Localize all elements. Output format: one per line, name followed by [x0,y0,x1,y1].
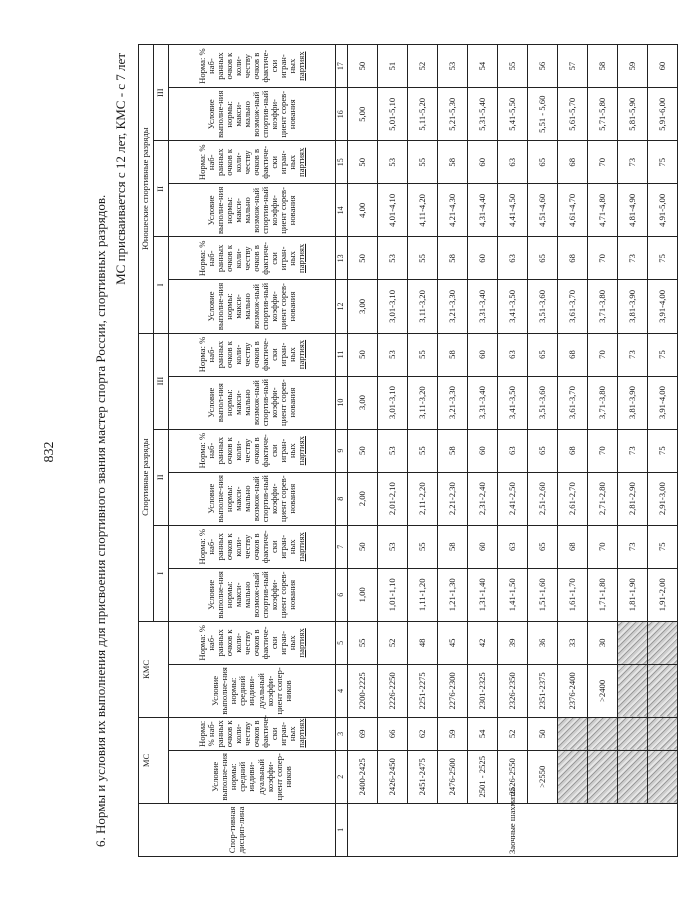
table-row [528,45,558,857]
cell-y3-norm: 58 [588,45,618,88]
cell-s2-norm: 70 [588,429,618,472]
column-number: 7 [336,525,348,568]
cell-y3-norm: 60 [648,45,678,88]
cell-s2-cond: 2,01-2,10 [378,472,408,525]
cell-ms-norm: 50 [528,717,558,750]
cell-s1-cond: 1,01-1,10 [378,568,408,621]
cell-s2-cond: 2,21-2,30 [438,472,468,525]
condition-header-sport-2: Условие выполне-ния нормы: макси-мально возмож-ный спортив-ный коэффи-циент сорев-нования [169,472,336,525]
cell-y2-norm: 53 [378,141,408,184]
column-number: 4 [336,664,348,717]
condition-header-youth-1: Условие выполне-ния нормы: макси-мально возмож-ный спортив-ный коэффи-циент сорев-нования [169,280,336,333]
norms-table [138,44,678,857]
cell-s1-cond: 1,21-1,30 [438,568,468,621]
cell-y1-norm: 55 [408,237,438,280]
cell-s3-cond: 3,11-3,20 [408,376,438,429]
cell-kms-norm: 45 [438,621,468,664]
cell-kms-cond: 2326-2350 [498,664,528,717]
cell-ms-cond: 2426-2450 [378,750,408,803]
cell-y1-norm: 58 [438,237,468,280]
cell-y2-cond: 4,31-4,40 [468,184,498,237]
cell-s1-cond: 1,91-2,00 [648,568,678,621]
cell-s3-norm: 60 [468,333,498,376]
cell-y3-cond: 5,91-6,00 [648,88,678,141]
header-sport-rank-1: I [154,525,169,621]
norm-header-sport-3: Норма: % наб-ранных очков к коли-честву очков в фактиче-ски игран-ных партиях [169,333,336,376]
cell-y3-norm: 56 [528,45,558,88]
header-discipline: Спор-тивная дисцип-лина [139,803,336,856]
table-row [588,45,618,857]
norm-header-sport-2: Норма: % наб-ранных очков к коли-честву очков в фактиче-ски игран-ных партиях [169,429,336,472]
cell-s3-norm: 65 [528,333,558,376]
cell-y2-norm: 63 [498,141,528,184]
cell-ms-norm [558,717,588,750]
cell-s1-norm: 75 [648,525,678,568]
cell-kms-cond: 2376-2400 [558,664,588,717]
header-ms: МС [139,717,169,803]
condition-header-sport-1: Условие выполне-ния нормы: макси-мально возмож-ный спортив-ный коэффи-циент сорев-нования [169,568,336,621]
column-number: 15 [336,141,348,184]
cell-ms-norm: 54 [468,717,498,750]
cell-kms-norm: 30 [588,621,618,664]
cell-ms-cond: >2550 [528,750,558,803]
page-number: 832 [42,441,57,463]
cell-s3-cond: 3,01-3,10 [378,376,408,429]
norm-header-ms: Норма: % наб-ранных очков к коли-честву очков в фактиче-ски игран-ных партиях [169,717,336,750]
cell-ms-cond: 2451-2475 [408,750,438,803]
cell-s2-cond: 2,51-2,60 [528,472,558,525]
cell-y3-cond: 5,31-5,40 [468,88,498,141]
cell-s3-norm: 58 [438,333,468,376]
cell-kms-norm [648,621,678,664]
cell-s1-cond: 1,31-1,40 [468,568,498,621]
cell-y3-cond: 5,00 [348,88,378,141]
column-number: 8 [336,472,348,525]
cell-y1-norm: 60 [468,237,498,280]
column-number: 12 [336,280,348,333]
cell-s3-norm: 50 [348,333,378,376]
cell-y2-norm: 70 [588,141,618,184]
column-number: 5 [336,621,348,664]
cell-y1-cond: 3,61-3,70 [558,280,588,333]
table-row [558,45,588,857]
cell-y2-cond: 4,71-4,80 [588,184,618,237]
cell-s2-norm: 58 [438,429,468,472]
cell-s2-cond: 2,91-3,00 [648,472,678,525]
cell-ms-cond [648,750,678,803]
cell-s2-norm: 73 [618,429,648,472]
cell-ms-cond [618,750,648,803]
cell-s1-cond: 1,71-1,80 [588,568,618,621]
column-number: 16 [336,88,348,141]
cell-y1-norm: 63 [498,237,528,280]
column-number: 1 [336,803,348,856]
header-sport-ranks: Спортивные разряды [139,333,154,621]
cell-kms-norm: 36 [528,621,558,664]
table-row [498,45,528,857]
header-youth-rank-3: III [154,45,169,141]
cell-s1-norm: 65 [528,525,558,568]
cell-ms-norm: 52 [498,717,528,750]
cell-s1-norm: 60 [468,525,498,568]
cell-s3-cond: 3,61-3,70 [558,376,588,429]
cell-s1-cond: 1,51-1,60 [528,568,558,621]
cell-ms-norm [588,717,618,750]
condition-header-youth-3: Условие выполне-ния нормы: макси-мально возмож-ный спортив-ный коэффи-циент сорев-нования [169,88,336,141]
cell-y3-cond: 5,41-5,50 [498,88,528,141]
cell-s3-cond: 3,51-3,60 [528,376,558,429]
cell-kms-cond [618,664,648,717]
cell-s2-norm: 63 [498,429,528,472]
cell-s2-norm: 55 [408,429,438,472]
cell-kms-norm: 33 [558,621,588,664]
cell-s3-norm: 68 [558,333,588,376]
cell-kms-cond: 2226-2250 [378,664,408,717]
cell-s3-cond: 3,31-3,40 [468,376,498,429]
cell-y1-norm: 65 [528,237,558,280]
cell-kms-norm: 42 [468,621,498,664]
cell-kms-norm: 48 [408,621,438,664]
header-sport-rank-2: II [154,429,169,525]
cell-y1-cond: 3,71-3,80 [588,280,618,333]
cell-y1-cond: 3,51-3,60 [528,280,558,333]
norm-header-youth-1: Норма: % наб-ранных очков к коли-честву очков в фактиче-ски игран-ных партиях [169,237,336,280]
cell-s2-norm: 68 [558,429,588,472]
cell-y3-norm: 57 [558,45,588,88]
cell-y1-cond: 3,81-3,90 [618,280,648,333]
cell-s1-cond: 1,61-1,70 [558,568,588,621]
cell-y2-cond: 4,51-4,60 [528,184,558,237]
norm-header-youth-2: Норма: % наб-ранных очков к коли-честву очков в фактиче-ски игран-ных партиях [169,141,336,184]
cell-s2-cond: 2,81-2,90 [618,472,648,525]
cell-kms-cond: 2200-2225 [348,664,378,717]
cell-s3-cond: 3,81-3,90 [618,376,648,429]
cell-kms-cond: 2351-2375 [528,664,558,717]
cell-ms-norm [618,717,648,750]
cell-s1-norm: 53 [378,525,408,568]
table-row [618,45,648,857]
cell-y2-cond: 4,81-4,90 [618,184,648,237]
cell-s2-norm: 60 [468,429,498,472]
cell-y1-cond: 3,31-3,40 [468,280,498,333]
cell-s2-cond: 2,41-2,50 [498,472,528,525]
cell-s1-norm: 50 [348,525,378,568]
condition-header-kms: Условие выполне-ния нормы: средний индиви-дуальный коэффи-циент сопер-ников [169,664,336,717]
cell-s3-cond: 3,00 [348,376,378,429]
cell-s3-norm: 55 [408,333,438,376]
cell-s1-norm: 70 [588,525,618,568]
cell-ms-norm: 62 [408,717,438,750]
cell-y2-cond: 4,21-4,30 [438,184,468,237]
cell-s3-cond: 3,91-4,00 [648,376,678,429]
cell-y1-norm: 73 [618,237,648,280]
table-caption: 6. Нормы и условия их выполнения для присвоения спортивного звания мастер спорта России, спортивных разрядов. [93,194,108,847]
cell-y3-norm: 54 [468,45,498,88]
cell-s1-norm: 73 [618,525,648,568]
column-number: 13 [336,237,348,280]
cell-y1-cond: 3,11-3,20 [408,280,438,333]
cell-ms-cond [588,750,618,803]
cell-ms-cond [558,750,588,803]
column-number: 10 [336,376,348,429]
norm-header-youth-3: Норма: % наб-ранных очков к коли-честву очков в фактиче-ски игран-ных партиях [169,45,336,88]
cell-ms-norm: 69 [348,717,378,750]
cell-s2-norm: 75 [648,429,678,472]
cell-y1-norm: 53 [378,237,408,280]
subheader-row [169,45,336,857]
condition-header-youth-2: Условие выполне-ния нормы: макси-мально возмож-ный спортив-ный коэффи-циент сорев-нования [169,184,336,237]
cell-s2-norm: 50 [348,429,378,472]
cell-y3-norm: 59 [618,45,648,88]
column-number: 6 [336,568,348,621]
cell-y3-norm: 53 [438,45,468,88]
cell-s1-cond: 1,00 [348,568,378,621]
cell-y3-cond: 5,11-5,20 [408,88,438,141]
cell-y2-norm: 75 [648,141,678,184]
cell-s3-cond: 3,71-3,80 [588,376,618,429]
cell-y2-norm: 68 [558,141,588,184]
header-youth-rank-1: I [154,237,169,333]
cell-kms-norm [618,621,648,664]
cell-s2-cond: 2,00 [348,472,378,525]
cell-y2-cond: 4,11-4,20 [408,184,438,237]
cell-s1-norm: 68 [558,525,588,568]
cell-y1-cond: 3,01-3,10 [378,280,408,333]
cell-y2-norm: 65 [528,141,558,184]
cell-kms-cond: 2301-2325 [468,664,498,717]
cell-kms-cond [648,664,678,717]
cell-y2-norm: 73 [618,141,648,184]
header-sport-rank-3: III [154,333,169,429]
cell-y1-norm: 75 [648,237,678,280]
cell-ms-cond: 2400-2425 [348,750,378,803]
cell-ms-norm: 66 [378,717,408,750]
cell-y1-norm: 70 [588,237,618,280]
cell-ms-cond: 2476-2500 [438,750,468,803]
cell-y1-cond: 3,91-4,00 [648,280,678,333]
cell-y3-norm: 55 [498,45,528,88]
cell-y2-cond: 4,91-5,00 [648,184,678,237]
cell-y3-cond: 5,51 - 5,60 [528,88,558,141]
cell-s1-norm: 63 [498,525,528,568]
cell-y2-norm: 55 [408,141,438,184]
cell-y3-norm: 51 [378,45,408,88]
cell-y1-norm: 50 [348,237,378,280]
table-row [438,45,468,857]
cell-s2-norm: 53 [378,429,408,472]
norm-header-sport-1: Норма: % наб-ранных очков к коли-честву очков в фактиче-ски игран-ных партиях [169,525,336,568]
table-caption-subtitle: МС присваивается с 12 лет, КМС - с 7 лет [113,53,128,285]
column-number: 14 [336,184,348,237]
column-number: 9 [336,429,348,472]
cell-s2-cond: 2,31-2,40 [468,472,498,525]
cell-s3-norm: 63 [498,333,528,376]
cell-y2-cond: 4,61-4,70 [558,184,588,237]
cell-kms-norm: 55 [348,621,378,664]
condition-header-sport-3: Условие выпол-ния нормы: макси-мально возмож-ный спортив-ный коэффи-циент сорев-нования [169,376,336,429]
cell-y1-cond: 3,21-3,30 [438,280,468,333]
cell-s2-cond: 2,71-2,80 [588,472,618,525]
cell-s3-cond: 3,41-3,50 [498,376,528,429]
cell-kms-cond: 2251-2275 [408,664,438,717]
cell-y3-cond: 5,81-5,90 [618,88,648,141]
cell-y3-cond: 5,61-5,70 [558,88,588,141]
column-number-row [336,45,348,857]
column-number: 2 [336,750,348,803]
table-row [348,45,378,857]
table-row [378,45,408,857]
cell-y2-cond: 4,01-4,10 [378,184,408,237]
cell-s1-cond: 1,11-1,20 [408,568,438,621]
cell-kms-norm: 52 [378,621,408,664]
cell-y2-norm: 50 [348,141,378,184]
cell-y3-cond: 5,01-5,10 [378,88,408,141]
cell-kms-cond: >2400 [588,664,618,717]
header-kms: КМС [139,621,169,717]
cell-s1-cond: 1,41-1,50 [498,568,528,621]
cell-ms-cond: 2526-2550 [498,750,528,803]
discipline-name: Заочные шахматы [348,803,678,856]
cell-y3-cond: 5,21-5,30 [438,88,468,141]
cell-y2-norm: 58 [438,141,468,184]
cell-y1-cond: 3,00 [348,280,378,333]
cell-s1-cond: 1,81-1,90 [618,568,648,621]
cell-y3-norm: 50 [348,45,378,88]
column-number: 11 [336,333,348,376]
header-youth-ranks: Юношеские спортивные разряды [139,45,154,334]
cell-kms-cond: 2276-2300 [438,664,468,717]
column-number: 3 [336,717,348,750]
cell-s1-norm: 55 [408,525,438,568]
cell-y1-norm: 68 [558,237,588,280]
cell-kms-norm: 39 [498,621,528,664]
column-number: 17 [336,45,348,88]
cell-s2-norm: 65 [528,429,558,472]
cell-y3-cond: 5,71-5,80 [588,88,618,141]
cell-s3-cond: 3,21-3,30 [438,376,468,429]
cell-ms-norm [648,717,678,750]
cell-y2-cond: 4,00 [348,184,378,237]
cell-s1-norm: 58 [438,525,468,568]
cell-s3-norm: 53 [378,333,408,376]
cell-ms-norm: 59 [438,717,468,750]
cell-y3-norm: 52 [408,45,438,88]
cell-s3-norm: 70 [588,333,618,376]
cell-y1-cond: 3,41-3,50 [498,280,528,333]
table-row [408,45,438,857]
cell-s3-norm: 73 [618,333,648,376]
header-youth-rank-2: II [154,141,169,237]
cell-s2-cond: 2,61-2,70 [558,472,588,525]
norm-header-kms: Норма: % наб-ранных очков к коли-честву очков в фактиче-ски игран-ных партиях [169,621,336,664]
cell-y2-cond: 4,41-4,50 [498,184,528,237]
table-row [648,45,678,857]
cell-s2-cond: 2,11-2,20 [408,472,438,525]
cell-s3-norm: 75 [648,333,678,376]
cell-y2-norm: 60 [468,141,498,184]
cell-ms-cond: 2501 - 2525 [468,750,498,803]
table-row [468,45,498,857]
condition-header-ms: Условие выполне-ния нормы: средний индиви-дуальный коэффи-циент сопер-ников [169,750,336,803]
